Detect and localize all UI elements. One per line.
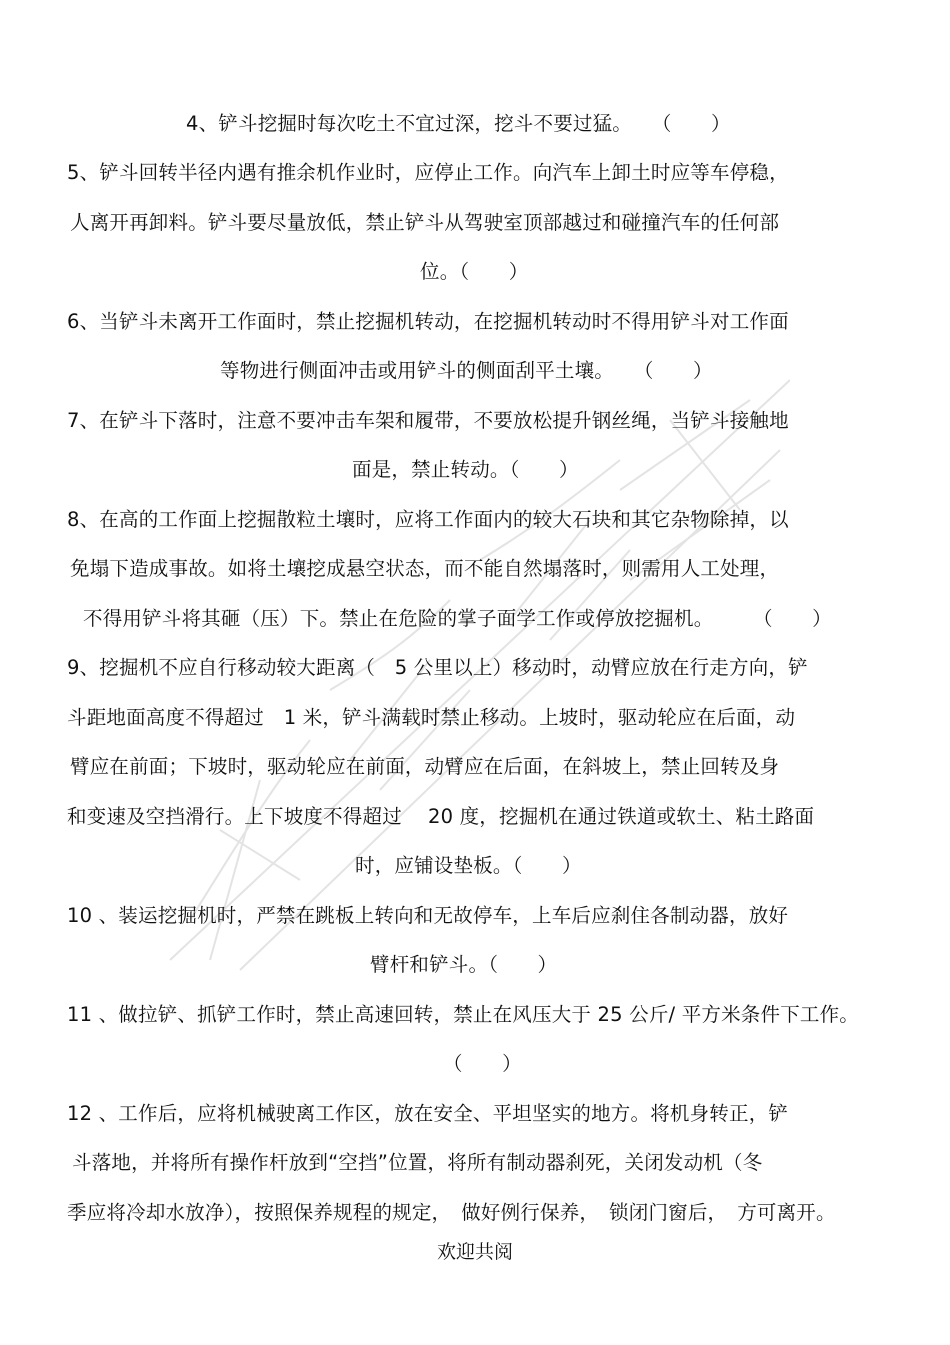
text-line-9: 8、在高的工作面上挖掘散粒土壤时，应将工作面内的较大石块和其它杂物除掉，以: [67, 508, 789, 531]
text-line-6: 等物进行侧面冲击或用铲斗的侧面刮平土壤。 （ ）: [220, 359, 713, 382]
text-line-22: 斗落地，并将所有操作杆放到“空挡”位置，将所有制动器刹死，关闭发动机（冬: [72, 1151, 763, 1174]
text-line-21: 12 、工作后，应将机械驶离工作区，放在安全、平坦坚实的地方。将机身转正，铲: [67, 1102, 789, 1125]
text-line-17: 10 、装运挖掘机时，严禁在跳板上转向和无故停车，上车后应刹住各制动器，放好: [67, 904, 789, 927]
text-line-10: 免塌下造成事故。如将土壤挖成悬空状态，而不能自然塌落时，则需用人工处理，: [70, 557, 780, 580]
text-line-14: 臂应在前面；下坡时，驱动轮应在前面，动臂应在后面，在斜坡上，禁止回转及身: [70, 755, 780, 778]
text-line-19: 11 、做拉铲、抓铲工作时，禁止高速回转，禁止在风压大于 25 公斤/ 平方米条件下工作。: [67, 1003, 859, 1026]
text-line-4: 位。（ ）: [420, 260, 529, 283]
text-line-3: 人离开再卸料。铲斗要尽量放低，禁止铲斗从驾驶室顶部越过和碰撞汽车的任何部: [70, 211, 780, 234]
text-line-2: 5、铲斗回转半径内遇有推余机作业时，应停止工作。向汽车上卸土时应等车停稳，: [67, 161, 789, 184]
text-line-23: 季应将冷却水放净），按照保养规程的规定， 做好例行保养， 锁闭门窗后， 方可离开。: [67, 1201, 836, 1224]
text-line-11: 不得用铲斗将其砸（压）下。禁止在危险的掌子面学工作或停放挖掘机。 （ ）: [83, 607, 832, 630]
text-line-20: （ ）: [443, 1052, 522, 1075]
text-line-5: 6、当铲斗未离开工作面时，禁止挖掘机转动，在挖掘机转动时不得用铲斗对工作面: [67, 310, 789, 333]
text-line-16: 时，应铺设垫板。（ ）: [355, 854, 582, 877]
text-line-13: 斗距地面高度不得超过 1 米，铲斗满载时禁止移动。上坡时，驱动轮应在后面，动: [67, 706, 796, 729]
text-line-7: 7、在铲斗下落时，注意不要冲击车架和履带，不要放松提升钢丝绳，当铲斗接触地: [67, 409, 789, 432]
text-line-8: 面是，禁止转动。（ ）: [352, 458, 579, 481]
text-line-1: 4、铲斗挖掘时每次吃土不宜过深，挖斗不要过猛。 （ ）: [186, 112, 731, 135]
text-line-12: 9、挖掘机不应自行移动较大距离（ 5 公里以上）移动时，动臂应放在行走方向，铲: [67, 656, 808, 679]
text-line-18: 臂杆和铲斗。（ ）: [370, 953, 558, 976]
page-footer: 欢迎共阅: [436, 1241, 513, 1263]
text-line-15: 和变速及空挡滑行。上下坡度不得超过 20 度，挖掘机在通过铁道或软土、粘土路面: [67, 805, 815, 828]
